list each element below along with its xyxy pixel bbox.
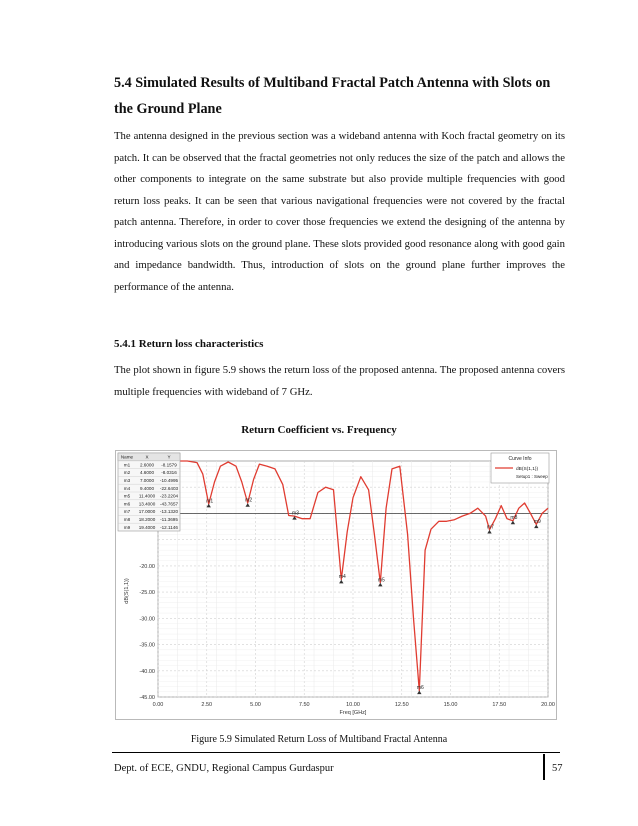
x-tick-label: 5.00 (250, 702, 261, 708)
footer-divider (112, 752, 560, 753)
marker-label: m6 (416, 685, 424, 692)
x-tick-label: 12.50 (394, 702, 409, 708)
x-tick-label: 17.50 (492, 702, 507, 708)
marker-label: m5 (377, 577, 385, 584)
page-number-divider (543, 754, 545, 780)
marker-table-heading: X (145, 454, 149, 460)
marker-table-cell: -11.3695 (160, 517, 178, 522)
marker-table-cell: m2 (123, 470, 131, 476)
marker-label: m4 (338, 574, 346, 581)
y-tick-label: -20.00 (139, 563, 155, 570)
x-axis-label: Freq [GHz] (339, 710, 367, 716)
chart-title: Return Coefficient vs. Frequency (241, 424, 397, 436)
marker-table-cell: -8.1579 (161, 462, 177, 468)
return-loss-plot (116, 451, 556, 719)
marker-table-cell: -8.0316 (161, 470, 177, 476)
marker-table-heading: Name (120, 454, 134, 460)
y-tick-label: -40.00 (139, 668, 155, 675)
figure-caption: Figure 5.9 Simulated Return Loss of Multiband Fractal Antenna (190, 734, 448, 745)
marker-table-cell: 17.0000 (138, 509, 156, 515)
legend-title: Curve Info (508, 456, 532, 462)
marker-table-cell: m8 (123, 517, 131, 522)
marker-table-cell: 9.4000 (139, 485, 155, 491)
marker-table-cell: m6 (123, 501, 131, 507)
section-heading: 5.4 Simulated Results of Multiband Fractal Patch Antenna with Slots on the Ground Plane (114, 75, 551, 117)
marker-table-cell: m3 (123, 478, 131, 483)
marker-table-cell: 18.2000 (138, 517, 156, 522)
marker-label: m7 (487, 524, 494, 531)
x-tick-label: 20.00 (541, 702, 555, 708)
marker-label: m8 (510, 515, 518, 522)
marker-table-cell: m5 (123, 493, 131, 499)
x-tick-label: 2.50 (201, 702, 213, 708)
marker-table-cell: 2.6000 (139, 462, 155, 468)
y-tick-label: -30.00 (139, 616, 155, 623)
marker-table-cell: 7.0000 (139, 478, 155, 483)
marker-table-cell: -22.6403 (159, 485, 179, 491)
marker-table-cell: m9 (123, 524, 131, 530)
marker-table-cell: m1 (123, 462, 131, 468)
x-tick-label: 0.00 (152, 702, 164, 708)
marker-table-cell: 4.6000 (139, 470, 155, 476)
subsection-heading: 5.4.1 Return loss characteristics (114, 338, 264, 350)
intro-paragraph: The antenna designed in the previous section was a wideband antenna with Koch fractal geometry on its patch. It can be observed that the fractal geometries not only reduces the size of the patch and allows the other components to integrate on the same substrate but also provide multiple frequencies with good return loss peaks. It can be seen that various navigational frequencies were not covered by the fractal patch antenna. Therefore, in order to cover those frequencies we extend the designing of the antenna by introducing various slots on the ground plane. These slots provided good resonance along with good gain and impedance bandwidth. Thus, introduction of slots on the ground plane further improves the performance of the antenna. (114, 130, 565, 293)
marker-label: m9 (533, 519, 541, 526)
page-number: 57 (552, 763, 563, 774)
marker-table-cell: m4 (123, 485, 131, 491)
legend-series-name: dB(S(1,1)) (516, 467, 539, 472)
x-tick-label: 10.00 (346, 702, 360, 708)
x-tick-label: 15.00 (443, 702, 458, 708)
marker-table-cell: -43.7657 (159, 501, 179, 507)
y-tick-label: -45.00 (139, 695, 155, 701)
y-axis-label: dB(S(1,1)) (124, 578, 130, 604)
return-loss-paragraph: The plot shown in figure 5.9 shows the return loss of the proposed antenna. The proposed antenna covers multiple frequencies with wideband of 7 GHz. (114, 364, 565, 398)
marker-table-cell: 13.4000 (138, 501, 156, 507)
marker-table-heading: Y (167, 454, 171, 460)
marker-table-cell: m7 (123, 509, 131, 515)
legend-setup: Setup1 : Sweep (516, 474, 548, 479)
marker-table-cell: 11.4000 (138, 493, 156, 499)
marker-table-cell: -23.2204 (159, 493, 179, 499)
marker-label: m2 (245, 497, 253, 504)
marker-label: m3 (292, 510, 299, 517)
return-loss-chart (115, 450, 557, 720)
x-tick-label: 7.50 (298, 702, 310, 708)
marker-table-cell: -12.1146 (160, 524, 178, 530)
y-tick-label: -25.00 (139, 590, 155, 597)
marker-table-cell: -10.4995 (159, 478, 179, 483)
marker-table-cell: -13.1320 (159, 509, 179, 515)
marker-table-cell: 19.4000 (138, 524, 156, 530)
footer-department: Dept. of ECE, GNDU, Regional Campus Gurdaspur (114, 763, 334, 774)
marker-label: m1 (206, 498, 214, 505)
y-tick-label: -35.00 (139, 642, 155, 649)
